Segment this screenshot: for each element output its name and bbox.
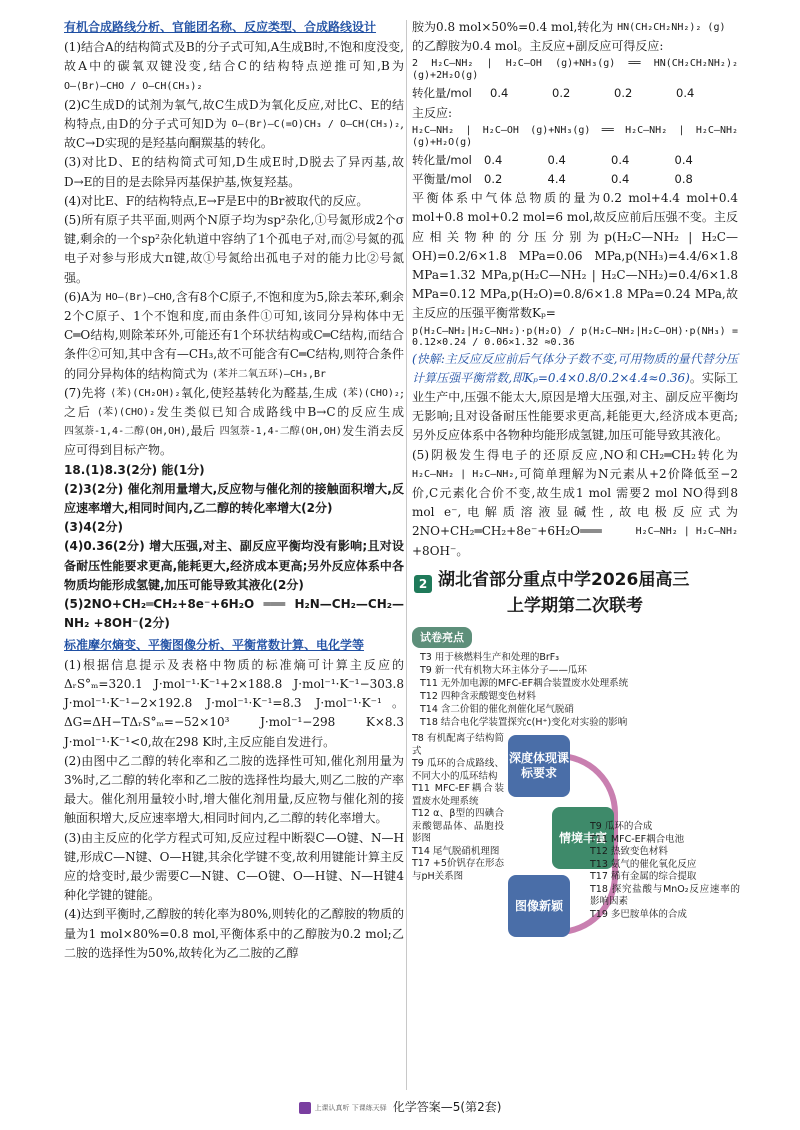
equation-side: 2 H₂C—NH₂ | H₂C—OH (g)+NH₃(g) ══ HN(CH₂CH₂NH₂)₂ (g)+2H₂O(g) [412,58,738,82]
brand-slogan: 上课认真听 下课练天驿 [314,1103,387,1112]
right-column [412,18,738,973]
column-divider [406,20,407,1090]
answer-paragraph: 平衡体系中气体总物质的量为0.2 mol+4.4 mol+0.4 mol+0.8 mol+0.2 mol=6 mol,故反应前后压强不变。主反应相关物种的分压分别为p(H₂C—NH₂ | H₂C—OH)=0.2/6×1.8 MPa=0.06 MPa,p(NH₃)=4.4/6×1.8 MPa=1.32 MPa,p(H₂C—NH₂ | H₂C—NH₂)=0.4/6×1.8 MPa=0.12 MPa,p(H₂O)=0.8/6×1.8 MPa=0.24 MPa,故主反应的压强平衡常数Kₚ= [412,191,738,321]
text-b-derivation: (1)结合A的结构简式及B的分子式可知,A生成B时,不饱和度没变,故A中的碳氧双键没变,结合C的结构特点逆推可知,B为 [64,40,404,74]
text-valence: ,可简单理解为N元素从+2价降低至−2价,C元素化合价不变,故生成1 mol [412,466,738,501]
list-item: T11 无外加电源的MFC-EF耦合装置废水处理系统 [420,678,629,690]
row-label: 转化量/mol [412,86,472,101]
highlights-list [420,651,738,729]
answer-paragraph [64,384,404,461]
text-elimination: 发生消去反应可得到目标产物。 [64,424,404,458]
cell: 4.4 [547,172,566,187]
list-item: T12 四种含汞酸锶变色材料 [420,691,536,703]
diagram-right-list [590,821,740,921]
structure-a: HO—⟨Br⟩—CHO [105,291,172,303]
q18-number: 18. [64,462,86,477]
brand-logo-icon [299,1102,311,1114]
text-step7: (7)先将 [64,385,107,400]
answer-paragraph [64,288,404,384]
list-item: T17 +5价钒存在形态与pH关系图 [412,858,504,882]
list-item: T17 稀有金属的综合提取 [590,871,697,883]
answer-paragraph: (4)达到平衡时,乙醇胺的转化率为80%,则转化的乙醇胺的物质的量为1 mol×80%=0.8 mol,平衡体系中的乙醇胺为0.2 mol;乙二胺的选择性为50%,故转化为乙二胺的乙醇 [64,907,404,960]
list-item: T9 新一代有机物大环主体分子——瓜环 [420,665,587,677]
answer-paragraph [412,350,738,446]
main-reaction-label: 主反应: [412,105,453,120]
equation-main: H₂C—NH₂ | H₂C—OH (g)+NH₃(g) ══ H₂C—NH₂ | H₂C—NH₂ (g)+H₂O(g) [412,124,738,148]
answer-paragraph: 的乙醇胺为0.4 mol。主反应+副反应可得反应: [412,39,664,54]
q18-answer-2: (2)3(2分) 催化剂用量增大,反应物与催化剂的接触面积增大,反应速率增大,相同时间内,乙二醇的转化率增大(2分) [64,481,404,516]
list-item: T18 结合电化学装置探究c(H⁺)变化对实验的影响 [420,717,628,729]
highlights-diagram [412,733,738,973]
table-row-equilibrium [412,170,738,189]
cell: 0.4 [676,86,695,101]
text-oh: +8OH⁻。 [412,543,469,558]
structure-b: O—⟨Br⟩—CHO / O—CH(CH₃)₂ [64,80,203,92]
text-isomer: ,含有8个C原子,不饱和度为5,除去苯环,剩余2个C原子、1个不饱和度,而由条件①可知,该同分异构体中无C═O结构,则除苯环外,可能还有1个环状结构或C═C结构,而结合条件②可知,其中含有—CH₃,故不可能含有C═C结构,则符合条件的同分异构体的结构简式为 [64,289,404,381]
text-industrial: 。实际工业生产中,压强不能太大,原因是增大压强,对主、副反应平衡均无影响;且对设备耐压性能要求更高,耗能更大,经济成本更高;另外反应体系中各物种均能形成氢键,加压可能导致其液化。 [412,370,738,443]
answer-paragraph: (3)对比D、E的结构简式可知,D生成E时,D脱去了异丙基,故D→E的目的是去除异丙基保护基,恢复羟基。 [64,155,404,189]
box-images: 图像新颖 [508,875,570,937]
list-item: T11 MFC-EF耦合装置废水处理系统 [412,783,504,807]
answer-paragraph [64,38,404,96]
cell: 0.4 [490,86,509,101]
list-item: T11 MFC-EF耦合电池 [590,833,685,845]
q18-answer-4: (4)0.36(2分) 增大压强,对主、副反应平衡均没有影响;且对设备耐压性能要求更高,能耗更大,经济成本更高;另外反应体系中各物质均能形成氢键,加压可能导致其液化(2分) [64,539,404,592]
list-item: T12 α、β型的四碘合汞酸锶晶体、晶胞投影图 [412,808,504,845]
text-electrode-eq: 需要2 mol NO得到8 mol e⁻,电解质溶液显碱性,故电极反应式为2NO+CH₂═CH₂+8e⁻+6H₂O═══ [412,486,738,539]
row-label: 转化量/mol [412,152,472,167]
list-item: T19 多巴胺单体的合成 [590,908,687,920]
list-item: T14 尾气脱硝机理图 [412,845,500,857]
structure-diol: ⟨苯⟩(CH₂OH)₂ [110,387,181,399]
text-oxidize: 氧化,使羟基转化为醛基,生成 [180,385,338,400]
text-react-like: 发生类似已知合成路线中B→C的反应生成 [155,405,404,420]
answer-paragraph [412,446,738,561]
text-finally: ,最后 [186,424,216,439]
q18-answer-5: (5)2NO+CH₂═CH₂+8e⁻+6H₂O ═══ H₂N—CH₂—CH₂—NH₂ +8OH⁻(2分) [64,597,404,631]
list-item: T9 瓜环的合成路线、不同大小的瓜环结构 [412,758,504,782]
structure-ethylenediamine-2: H₂C—NH₂ | H₂C—NH₂ [635,526,738,538]
list-item: T12 热致变色材料 [590,846,668,858]
cell: 0.4 [611,172,630,187]
left-column [64,18,404,963]
answer-paragraph: (2)由图中乙二醇的转化率和乙二胺的选择性可知,催化剂用量为3%时,乙二醇的转化率和乙二胺的选择性均最大,则乙二胺的产率最大。催化剂用量较小时,增大催化剂用量,反应物与催化剂的接触面积增大,反应速率增大,相同时间内,乙二醇的转化率增大。 [64,753,404,826]
answer-paragraph [412,18,738,37]
exam-title-line1: 湖北省部分重点中学2026届高三 [438,569,690,590]
text-cathode: (5)阴极发生得电子的还原反应,NO和CH₂═CH₂转化为 [412,447,738,462]
structure-diethylenetriamine: HN(CH₂CH₂NH₂)₂ (g) [617,22,726,33]
text-a-is: (6)A为 [64,289,102,304]
answer-paragraph: (4)对比E、F的结构特点,E→F是E中的Br被取代的反应。 [64,193,369,208]
list-item: T3 用于核燃料生产和处理的BrF₃ [420,652,560,664]
diagram-left-list [412,733,504,883]
page-footer [0,1098,800,1115]
section-heading-organic: 有机合成路线分析、官能团名称、反应类型、合成路线设计 [64,20,377,34]
box-context: 情境丰富 [552,807,614,869]
q18-answer-1 [64,461,404,480]
answer-paragraph: (1)根据信息提示及表格中物质的标准熵可计算主反应的ΔᵣS°ₘ=320.1 J·mol⁻¹·K⁻¹+2×188.8 J·mol⁻¹·K⁻¹−303.8 J·mol⁻¹·K⁻¹−2×192.8 J·mol⁻¹·K⁻¹=8.3 J·mol⁻¹·K⁻¹。ΔG=ΔH−TΔᵣS°ₘ=−52×10³ J·mol⁻¹−298 K×8.3 J·mol⁻¹·K⁻¹<0,故在298 K时,主反应能自发进行。 [64,657,404,749]
cell: 0.4 [611,152,630,167]
q18-answer-3: (3)4(2分) [64,520,123,535]
cell: 0.4 [484,152,503,167]
exam-title-block [412,571,738,623]
structure-d: O—⟨Br⟩—C(=O)CH₃ / O—CH(CH₃)₂ [231,119,401,131]
cell: 0.2 [552,86,571,101]
table-row-conversion [412,84,738,103]
box-curriculum: 深度体现课标要求 [508,735,570,797]
row-label: 平衡量/mol [412,172,472,187]
section-heading-entropy: 标准摩尔熵变、平衡图像分析、平衡常数计算、电化学等 [64,637,365,652]
quick-solution-note: (快解:主反应反应前后气体分子数不变,可用物质的量代替分压计算压强平衡常数,即Kₚ=0.4×0.8/0.2×4.4≈0.36) [412,351,738,385]
cell: 0.4 [674,152,693,167]
list-item: T14 含二价钼的催化剂催化尾气脱硝 [420,704,574,716]
cell: 0.2 [484,172,503,187]
cell: 0.8 [674,172,693,187]
text-after: ;之后 [64,385,404,420]
highlights-tag: 试卷亮点 [412,627,472,648]
list-item: T13 氨气的催化氧化反应 [590,858,697,870]
list-item: T9 瓜环的合成 [590,821,653,833]
structure-isomer: ⟨苯并二氧五环⟩—CH₃,Br [211,368,327,380]
text-c-to-d: (2)C生成D的试剂为氧气,故C生成D为氧化反应,对比C、E的结构特点,由D的分子式可知D为 [64,97,404,132]
exam-title-line2: 上学期第二次联考 [507,595,643,616]
structure-tetralin-diol: 四氢萘-1,4-二醇(OH,OH) [64,426,187,438]
kp-expression: p(H₂C—NH₂|H₂C—NH₂)·p(H₂O) / p(H₂C—NH₂|H₂C—OH)·p(NH₃) = 0.12×0.24 / 0.06×1.32 ≈0.36 [412,325,738,348]
structure-dialdehyde: ⟨苯⟩(CHO)₂ [341,387,400,399]
footer-page-label: 化学答案—5(第2套) [392,1100,502,1114]
text-c-to-d-end: ,故C→D实现的是羟基向酮羰基的转化。 [64,117,404,151]
structure-ethylenediamine: H₂C—NH₂ | H₂C—NH₂ [412,468,515,480]
cell: 0.2 [614,86,633,101]
exam-number-badge: 2 [414,575,432,593]
text-side-conv: 胺为0.8 mol×50%=0.4 mol,转化为 [412,20,614,34]
structure-dialdehyde-2: ⟨苯⟩(CHO)₂ [96,407,156,419]
answer-paragraph [64,96,404,154]
cell: 0.4 [547,152,566,167]
structure-tetralin-diol-2: 四氢萘-1,4-二醇(OH,OH) [219,426,342,438]
table-row-conversion-main [412,151,738,170]
list-item: T8 有机配离子结构简式 [412,733,504,757]
q18-part1: (1)8.3(2分) 能(1分) [85,462,205,477]
list-item: T18 探究盐酸与MnO₂反应速率的影响因素 [590,883,740,908]
answer-paragraph: (3)由主反应的化学方程式可知,反应过程中断裂C—O键、N—H键,形成C—N键、O—H键,其余化学键不变,故利用键能计算主反应的焓变时,最少需要C—N键、C—O键、O—H键、N—H键4种化学键的键能。 [64,830,404,903]
answer-paragraph: (5)所有原子共平面,则两个N原子均为sp²杂化,①号氮形成2个σ键,剩余的一个sp²杂化轨道中容纳了1个孤电子对,而②号氮的孤电子对参与形成大π键,故①号氮给出孤电子对的能力比②号氮强。 [64,213,404,285]
